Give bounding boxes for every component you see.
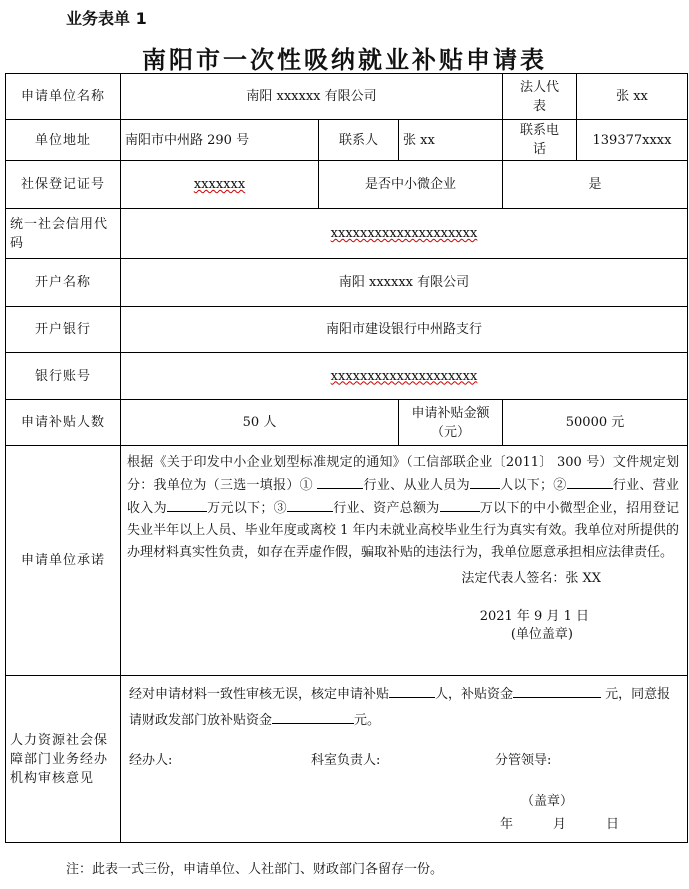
pledge-text-7: 万以下的中小微型企业，招用登记失业半年以上人员、毕业年度或离校 1 年内未就业高校毕业生行为真实有效。我单位对所提供的办理材料真实性负责，如存在弄虚作假，骗取补贴的违法行为，我单位愿意承担相应法律责任。 bbox=[127, 501, 679, 560]
bank-value: 南阳市建设银行中州路支行 bbox=[121, 307, 688, 353]
review-year: 年 bbox=[499, 817, 513, 832]
section-head-label: 科室负责人: bbox=[311, 753, 381, 768]
legal-rep-value: 张 xx bbox=[577, 74, 688, 120]
review-text-3: 元，同意报请财政发部门放补贴资金 bbox=[129, 687, 671, 728]
application-form bbox=[5, 73, 688, 843]
review-day: 日 bbox=[605, 817, 619, 832]
blank-release-amount bbox=[272, 709, 354, 724]
bank-label: 开户银行 bbox=[6, 307, 121, 353]
legal-rep-label: 法人代表 bbox=[503, 74, 577, 120]
blank-revenue bbox=[167, 497, 207, 512]
count-value: 50 人 bbox=[121, 400, 399, 446]
pledge-text-1: 根据《关于印发中小企业划型标准规定的通知》（工信部联企业〔2011〕 300 号）文件规定划分：我单位为（三选一填报）① bbox=[127, 455, 679, 493]
review-text-2: 人，补贴资金 bbox=[435, 687, 514, 702]
phone-label: 联系电话 bbox=[503, 120, 577, 161]
applicant-label: 申请单位名称 bbox=[6, 74, 121, 120]
pledge-text-5: 万元以下；③ bbox=[206, 501, 287, 516]
pledge-cell bbox=[121, 446, 688, 676]
legal-signature: 法定代表人签名：张 XX bbox=[461, 571, 601, 586]
applicant-value: 南阳 xxxxxx 有限公司 bbox=[121, 74, 503, 120]
bank-account-value-text: xxxxxxxxxxxxxxxxxxxx bbox=[330, 368, 478, 384]
leader-label: 分管领导: bbox=[495, 753, 552, 768]
credit-value-text: xxxxxxxxxxxxxxxxxxxx bbox=[330, 226, 478, 241]
sme-label: 是否中小微企业 bbox=[319, 161, 503, 209]
pledge-text bbox=[127, 452, 679, 564]
blank-assets bbox=[440, 497, 480, 512]
pledge-text-2: 行业、从业人员为 bbox=[363, 478, 470, 493]
review-date bbox=[129, 814, 679, 836]
pledge-seal: (单位盖章) bbox=[510, 627, 573, 642]
bank-account-value bbox=[121, 353, 688, 400]
pledge-date: 2021 年 9 月 1 日 bbox=[479, 609, 589, 624]
social-label: 社保登记证号 bbox=[6, 161, 121, 209]
review-text-1: 经对申请材料一致性审核无误，核定申请补贴 bbox=[129, 687, 390, 702]
blank-approved-amount bbox=[513, 683, 601, 698]
address-label: 单位地址 bbox=[6, 120, 121, 161]
credit-label: 统一社会信用代码 bbox=[6, 209, 121, 259]
pledge-text-4: 行业、营业收入为 bbox=[127, 478, 679, 516]
blank-industry-1 bbox=[317, 474, 363, 489]
amount-value: 50000 元 bbox=[503, 400, 688, 446]
form-id: 业务表单 1 bbox=[66, 9, 147, 28]
social-value-text: xxxxxxx bbox=[193, 177, 246, 192]
form-title: 南阳市一次性吸纳就业补贴申请表 bbox=[142, 46, 547, 74]
account-name-value: 南阳 xxxxxx 有限公司 bbox=[121, 259, 688, 307]
address-value: 南阳市中州路 290 号 bbox=[121, 120, 319, 161]
review-label: 人力资源社会保障部门业务经办机构审核意见 bbox=[6, 676, 121, 843]
pledge-text-6: 行业、资产总额为 bbox=[332, 501, 440, 516]
social-value bbox=[121, 161, 319, 209]
handler-label: 经办人: bbox=[129, 753, 173, 768]
contact-value: 张 xx bbox=[399, 120, 503, 161]
account-name-label: 开户名称 bbox=[6, 259, 121, 307]
review-text bbox=[129, 682, 679, 734]
phone-value: 139377xxxx bbox=[577, 120, 688, 161]
blank-approved-count bbox=[389, 683, 435, 698]
footer-note: 注：此表一式三份，申请单位、人社部门、财政部门各留存一份。 bbox=[66, 862, 444, 877]
sme-value: 是 bbox=[503, 161, 688, 209]
review-month: 月 bbox=[552, 817, 566, 832]
review-seal: （盖章） bbox=[520, 794, 573, 809]
pledge-label: 申请单位承诺 bbox=[6, 446, 121, 676]
blank-staff bbox=[470, 474, 500, 489]
credit-value bbox=[121, 209, 688, 259]
blank-industry-3 bbox=[287, 497, 333, 512]
amount-label: 申请补贴金额（元） bbox=[399, 400, 503, 446]
blank-industry-2 bbox=[567, 474, 613, 489]
bank-account-label: 银行账号 bbox=[6, 353, 121, 400]
review-cell bbox=[121, 676, 688, 843]
review-text-4: 元。 bbox=[354, 713, 381, 728]
contact-label: 联系人 bbox=[319, 120, 399, 161]
count-label: 申请补贴人数 bbox=[6, 400, 121, 446]
pledge-text-3: 人以下；② bbox=[499, 478, 567, 493]
